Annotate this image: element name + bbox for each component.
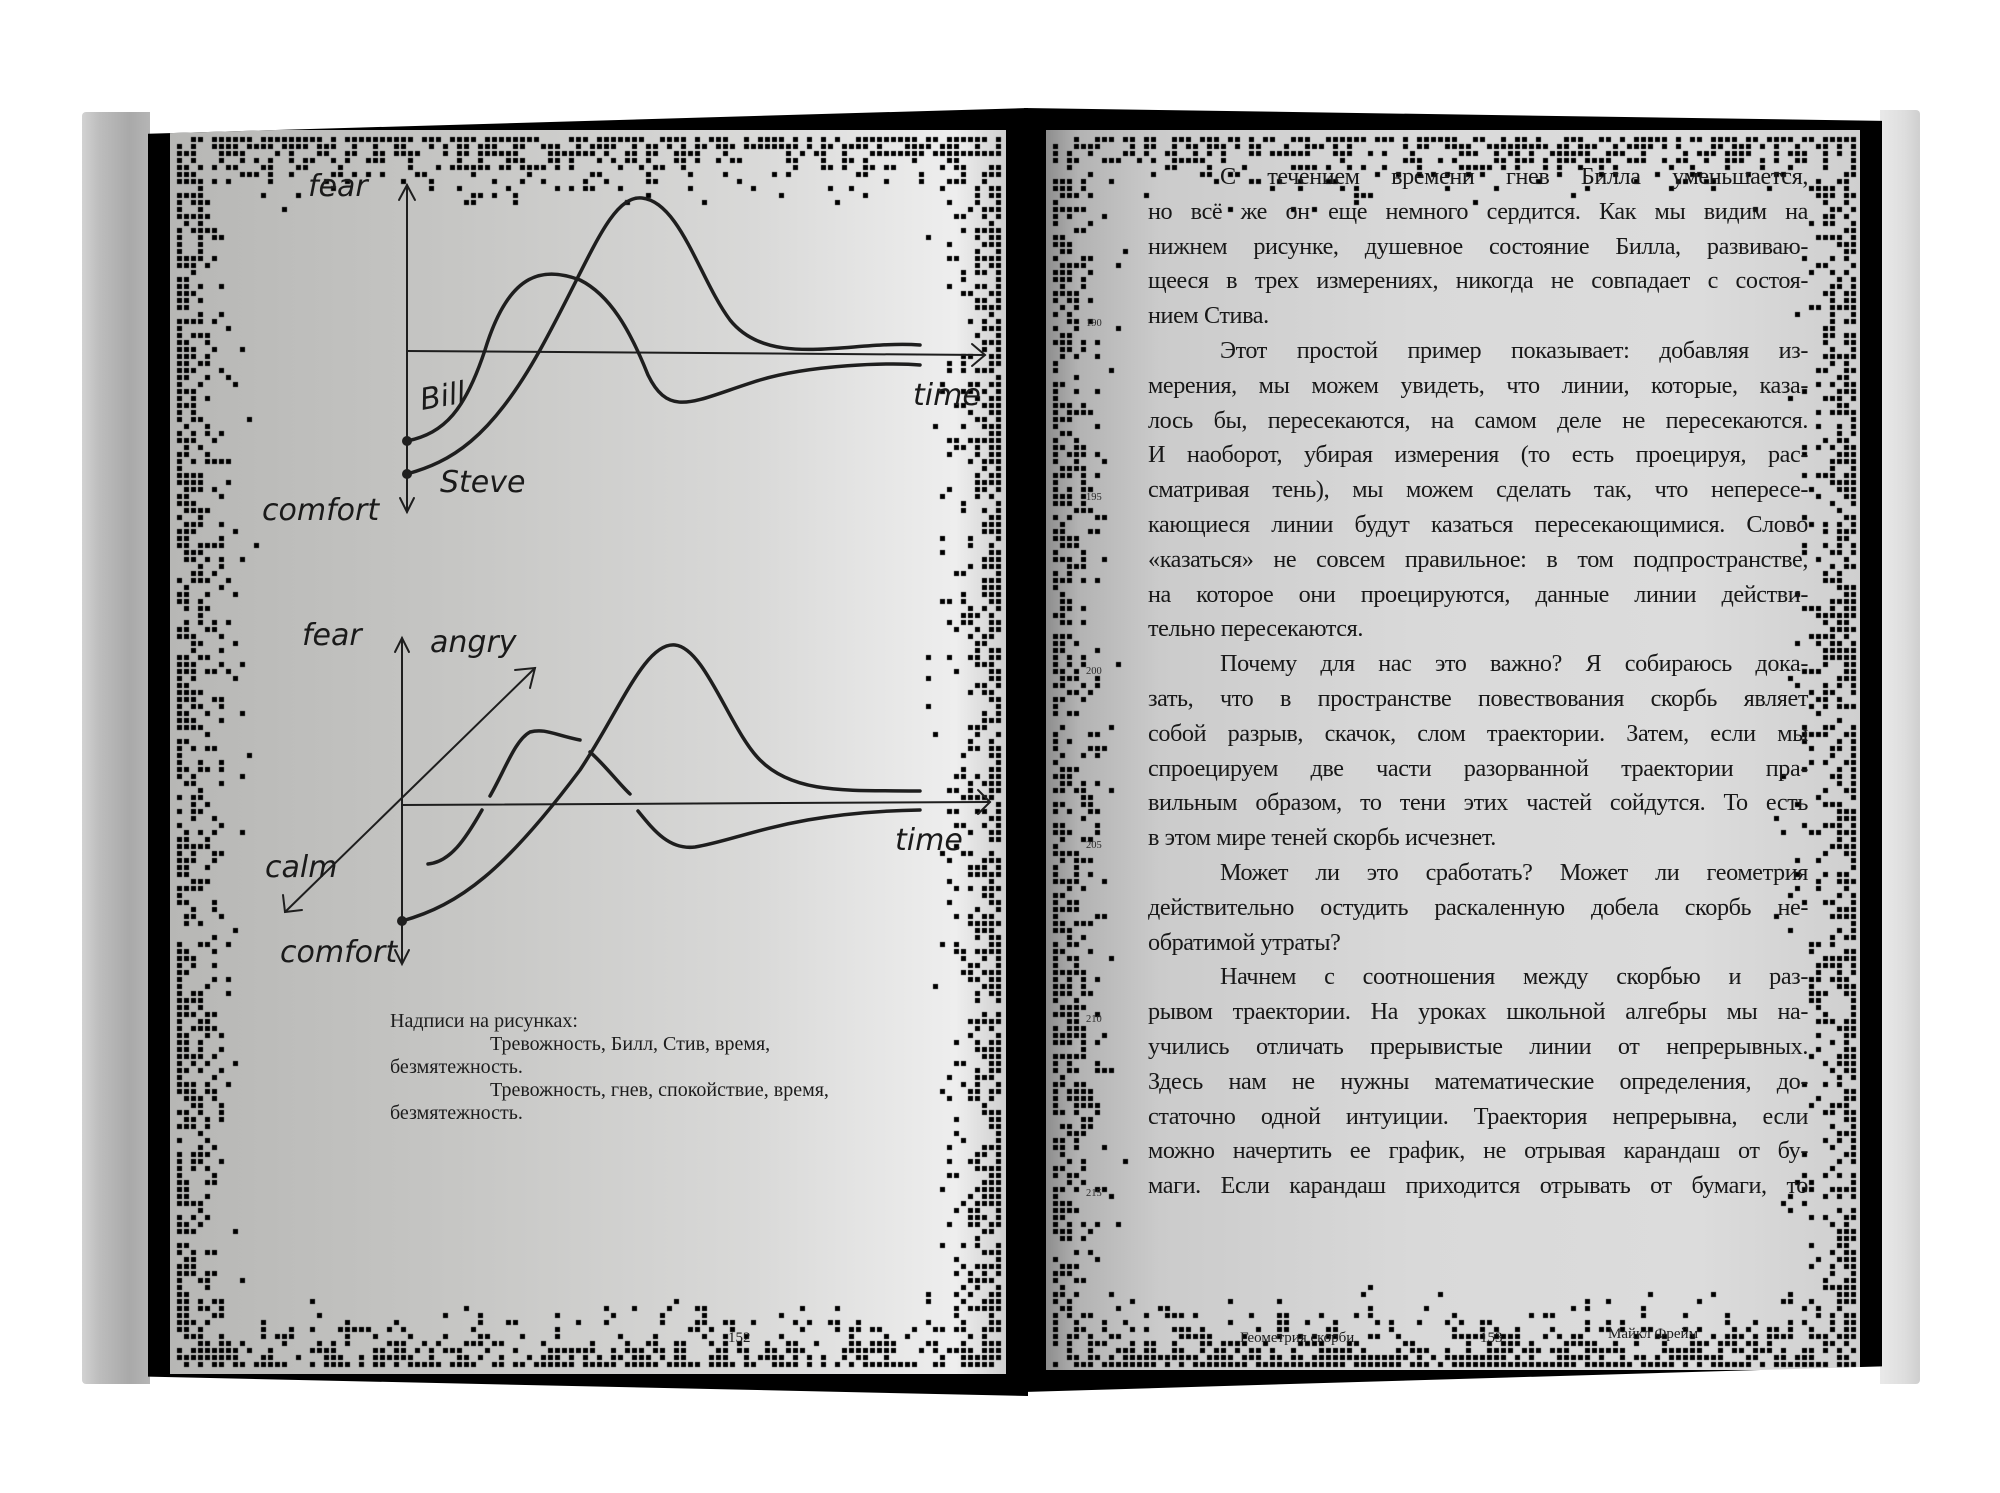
text-line: в этом мире теней скорбь исчезнет. xyxy=(1148,824,1496,852)
page-number-right: 153 xyxy=(1480,1330,1503,1346)
bill-segment-4 xyxy=(638,810,920,847)
bill-start-point xyxy=(402,436,412,446)
axis-label-calm: calm xyxy=(265,850,338,885)
line-number: 210 xyxy=(1086,1014,1102,1025)
text-line: щееся в трех измерениях, никогда не совпадает с состоя- xyxy=(1148,267,1808,295)
text-line: «казаться» не совсем правильное: в том подпространстве, xyxy=(1148,545,1808,573)
bill-segment-3 xyxy=(590,752,630,794)
text-line: И наоборот, убирая измерения (то есть проецируя, рас- xyxy=(1148,441,1808,469)
text-line: статочно одной интуиции. Траектория непрерывна, если xyxy=(1148,1102,1808,1130)
text-line: Начнем с соотношения между скорбью и раз- xyxy=(1220,963,1808,991)
axis-label-fear: fear xyxy=(308,169,368,204)
text-line: С течением времени гнев Билла уменьшается, xyxy=(1220,163,1808,190)
page-block-edge-left xyxy=(82,112,150,1384)
text-line: нием Стива. xyxy=(1148,302,1269,330)
text-line: кающиеся линии будут казаться пересекающимися. Слово xyxy=(1148,510,1808,538)
hand-drawn-graph xyxy=(250,150,981,540)
axis-label-fear: fear xyxy=(302,618,362,653)
text-line: собой разрыв, скачок, слом траектории. Затем, если мы xyxy=(1148,719,1808,747)
text-line: рывом траектории. На уроках школьной алгебры мы на- xyxy=(1148,998,1808,1026)
axis-label-time: time xyxy=(913,378,981,413)
caption-line: Тревожность, гнев, спокойствие, время, xyxy=(490,1079,829,1101)
text-line: мерения, мы можем увидеть, что линии, которые, каза- xyxy=(1148,371,1808,399)
text-line: можно начертить ее график, не отрывая карандаш от бу- xyxy=(1148,1137,1808,1165)
caption-line: безмятежность. xyxy=(390,1056,523,1078)
steve-start-point xyxy=(397,916,407,926)
text-line: нижнем рисунке, душевное состояние Билла, развиваю- xyxy=(1148,232,1808,260)
text-line: но всё же он еще немного сердится. Как мы видим на xyxy=(1148,197,1808,225)
page-number-left: 152 xyxy=(728,1330,751,1346)
figure-fear-anger-time xyxy=(250,600,970,1000)
bill-segment-1 xyxy=(428,810,482,864)
axis-label-comfort: comfort xyxy=(262,493,380,528)
hand-drawn-graph-3d xyxy=(250,600,970,1000)
running-footer-author: Майкл Фрейм xyxy=(1608,1326,1699,1342)
line-number: 200 xyxy=(1086,666,1102,677)
series-line-steve xyxy=(407,198,920,474)
running-footer-title: Геометрия скорби xyxy=(1240,1330,1355,1346)
axis-label-time: time xyxy=(895,823,963,858)
body-text xyxy=(1148,160,1808,1204)
text-line: зать, что в пространстве повествования скорбь являет xyxy=(1148,684,1808,712)
series-label-bill: Bill xyxy=(417,375,469,418)
axis-label-angry: angry xyxy=(430,625,517,660)
line-number: 190 xyxy=(1086,318,1102,329)
series-line-steve xyxy=(402,645,920,921)
series-label-steve: Steve xyxy=(440,465,526,500)
figure-fear-comfort-time xyxy=(250,150,981,540)
text-line: тельно пересекаются. xyxy=(1148,615,1364,643)
axis-label-comfort: comfort xyxy=(280,935,398,970)
steve-start-point xyxy=(402,469,412,479)
text-line: Почему для нас это важно? Я собираюсь дока- xyxy=(1220,650,1808,678)
text-line: маги. Если карандаш приходится отрывать от бумаги, то xyxy=(1148,1172,1808,1200)
text-line: вильным образом, то тени этих частей сойдутся. То есть xyxy=(1148,789,1808,817)
text-line: Этот простой пример показывает: добавляя из- xyxy=(1220,336,1808,364)
page-block-edge-right xyxy=(1880,110,1920,1384)
caption-heading: Надписи на рисунках: xyxy=(390,1010,578,1032)
text-line: учились отличать прерывистые линии от непрерывных. xyxy=(1148,1032,1808,1060)
line-number: 205 xyxy=(1086,840,1102,851)
text-line: на которое они проецируются, данные линии действи- xyxy=(1148,580,1808,608)
caption-line: Тревожность, Билл, Стив, время, xyxy=(490,1033,771,1055)
line-number: 215 xyxy=(1086,1188,1102,1199)
text-line: Здесь нам не нужны математические определения, до- xyxy=(1148,1067,1808,1095)
caption-line: безмятежность. xyxy=(390,1102,523,1124)
series-line-bill xyxy=(407,274,920,441)
text-line: действительно остудить раскаленную добела скорбь не- xyxy=(1148,893,1808,921)
text-line: лось бы, пересекаются, на самом деле не пересекаются. xyxy=(1148,406,1808,434)
x-axis xyxy=(407,351,985,355)
text-line: обратимой утраты? xyxy=(1148,928,1341,956)
line-number: 195 xyxy=(1086,492,1102,503)
x-axis xyxy=(402,802,990,805)
text-line: спроецируем две части разорванной траектории пра- xyxy=(1148,754,1808,782)
figure-caption xyxy=(390,1010,930,1125)
text-line: Может ли это сработать? Может ли геометрия xyxy=(1220,858,1808,886)
text-line: сматривая тень), мы можем сделать так, что непересе- xyxy=(1148,476,1808,504)
book-spine xyxy=(1005,112,1045,1384)
